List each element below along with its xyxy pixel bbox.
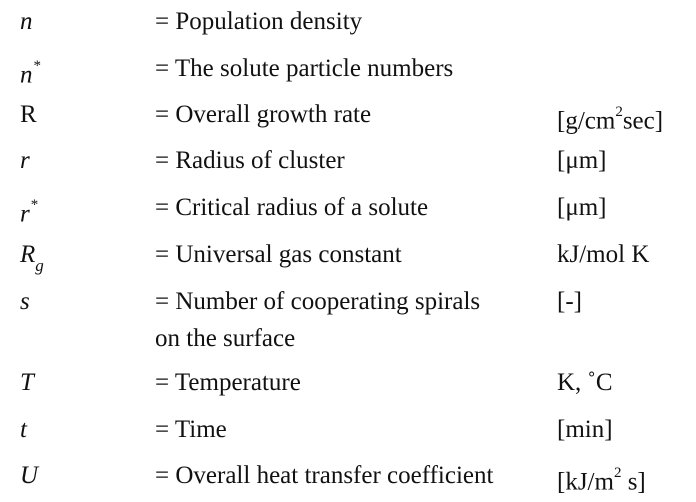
unit: [-] bbox=[557, 288, 582, 315]
nomenclature-row bbox=[0, 95, 696, 135]
nomenclature-row bbox=[0, 235, 696, 275]
symbol: t bbox=[20, 416, 27, 443]
nomenclature-row bbox=[0, 2, 696, 42]
description: = Temperature bbox=[155, 369, 301, 396]
symbol: n* bbox=[20, 58, 41, 89]
unit: K, ˚C bbox=[557, 369, 613, 396]
description: = Overall growth rate bbox=[155, 101, 372, 128]
unit: $[g/cm^2\sec]$ bbox=[557, 104, 664, 135]
unit: [min] bbox=[557, 416, 613, 443]
nomenclature-row bbox=[0, 49, 696, 89]
unit: [μm] bbox=[557, 147, 607, 174]
description: = Radius of cluster bbox=[155, 147, 345, 174]
nomenclature-row bbox=[0, 456, 696, 496]
description: = Number of cooperating spirals on the surface bbox=[155, 282, 480, 356]
nomenclature-row bbox=[0, 141, 696, 181]
description: = Population density bbox=[155, 8, 363, 35]
unit: kJ/mol K bbox=[557, 241, 650, 268]
symbol: r bbox=[20, 147, 30, 174]
nomenclature-row bbox=[0, 363, 696, 403]
nomenclature-row bbox=[0, 410, 696, 450]
description: = Overall heat transfer coefficient bbox=[155, 462, 494, 489]
description-continuation: on the surface bbox=[155, 325, 296, 352]
description: = Critical radius of a solute bbox=[155, 194, 429, 221]
unit: [$kJ/m^2$ s] bbox=[557, 465, 646, 496]
symbol: r* bbox=[20, 197, 39, 228]
description: = The solute particle numbers bbox=[155, 55, 454, 82]
symbol: U bbox=[20, 462, 39, 489]
symbol: R bbox=[20, 101, 37, 128]
description: = Time bbox=[155, 416, 227, 443]
symbol: T bbox=[20, 369, 34, 396]
nomenclature-row bbox=[0, 282, 696, 362]
nomenclature-row bbox=[0, 188, 696, 228]
symbol: n bbox=[20, 8, 33, 35]
description: = Universal gas constant bbox=[155, 241, 402, 268]
symbol: s bbox=[20, 288, 30, 315]
symbol: $R_g$ bbox=[20, 241, 44, 275]
unit: [μm] bbox=[557, 194, 607, 221]
